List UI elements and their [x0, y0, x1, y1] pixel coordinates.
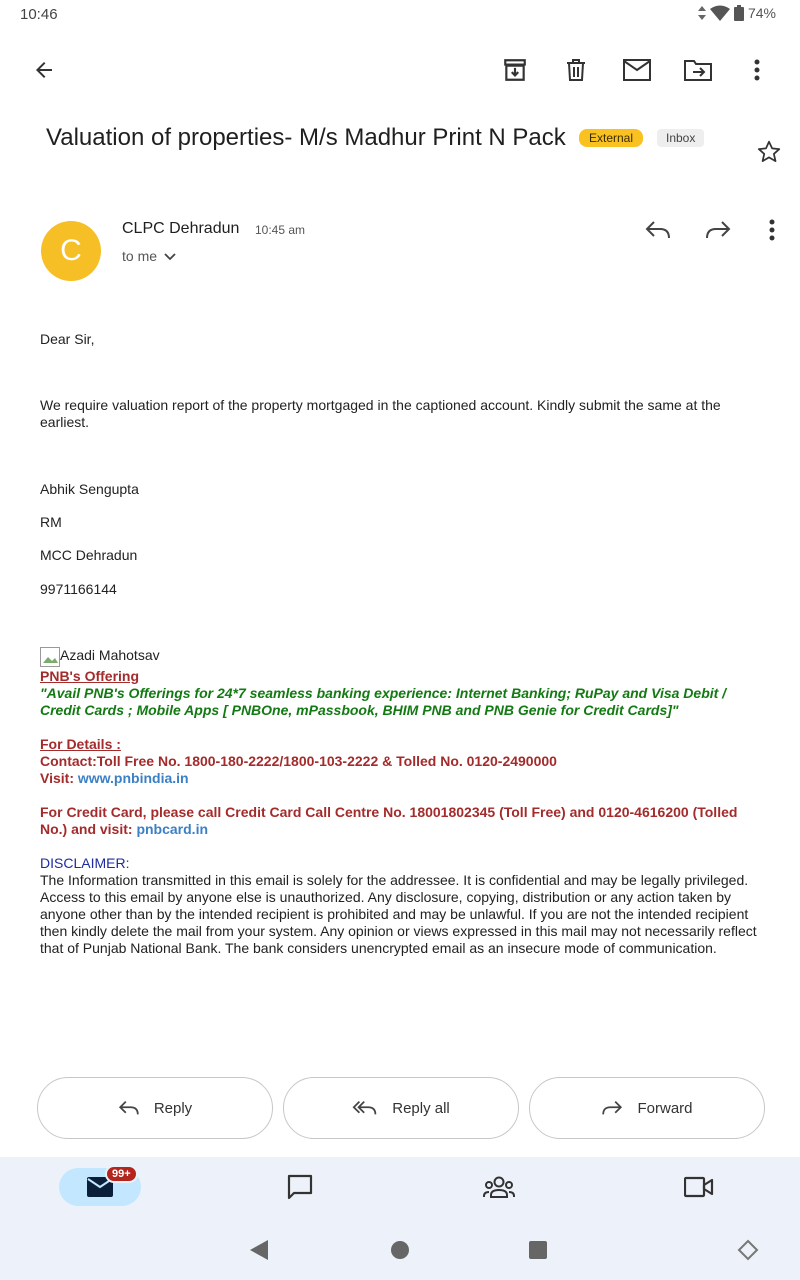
forward-icon [601, 1100, 623, 1116]
reply-all-icon [352, 1100, 378, 1116]
mail-unread-badge: 99+ [105, 1165, 138, 1183]
disclaimer-text: The Information transmitted in this email is solely for the addressee. It is confidential and may be legally privileged. Access to this email by anyone else is unauthorized. Any disclosure, copying, distribution or any action taken by anyone other than by the intended recipient is prohibited and may be unlawful. If you are not the intended recipient then kindly delete the mail from your system. Any opinion or views expressed in this mail may not necessarily reflect that of Punjab National Bank. The bank considers unencrypted email as an insecure mode of communication. [40, 872, 757, 956]
forward-button[interactable] [529, 1077, 765, 1139]
chat-icon [286, 1173, 314, 1201]
reply-all-button[interactable] [283, 1077, 519, 1139]
inbox-label[interactable]: Inbox [657, 129, 704, 147]
system-back-icon[interactable] [244, 1235, 274, 1265]
meet-icon [684, 1176, 714, 1198]
battery-percent: 74% [747, 5, 776, 21]
sent-time: 10:45 am [255, 223, 306, 237]
reply-icon[interactable] [640, 212, 676, 248]
credit-card-text: For Credit Card, please call Credit Card Call Centre No. 18001802345 (Toll Free) and 0120-4616200 (Tolled No.) and visit: pnbcard.in [40, 804, 738, 837]
details-title: For Details : [40, 736, 121, 752]
spaces-icon [483, 1175, 515, 1199]
recipient-toggle[interactable] [122, 248, 177, 264]
contact-text: Contact:Toll Free No. 1800-180-2222/1800-103-2222 & Tolled No. 0120-2490000 [40, 753, 557, 769]
data-arrows-icon [698, 6, 706, 20]
back-arrow-icon[interactable] [26, 52, 62, 88]
battery-icon [734, 5, 744, 21]
forward-icon[interactable] [700, 212, 736, 248]
email-subject: Valuation of properties- M/s Madhur Print N Pack [46, 124, 566, 151]
pnbindia-link[interactable]: www.pnbindia.in [77, 770, 189, 786]
pnbcard-link[interactable]: pnbcard.in [136, 821, 209, 837]
system-recents-icon[interactable] [523, 1235, 553, 1265]
reply-label: Reply [153, 1099, 193, 1117]
forward-label: Forward [637, 1099, 693, 1117]
reply-all-label: Reply all [392, 1099, 450, 1117]
status-time: 10:46 [20, 6, 58, 23]
visit-line: Visit: www.pnbindia.in [40, 770, 189, 786]
azadi-image [40, 647, 160, 667]
pnb-offering-title: PNB's Offering [40, 668, 140, 684]
message-text: We require valuation report of the property mortgaged in the captioned account. Kindly submit the same at the earliest. [40, 397, 721, 430]
image-alt-text: Azadi Mahotsav [60, 647, 160, 663]
broken-image-icon [40, 647, 60, 667]
sender-avatar[interactable]: C [41, 221, 101, 281]
nav-chat[interactable] [270, 1168, 330, 1206]
archive-icon[interactable] [497, 52, 533, 88]
move-to-icon[interactable] [680, 52, 716, 88]
rotate-icon[interactable] [733, 1235, 763, 1265]
recipient-label: to me [122, 248, 158, 264]
signature-phone: 9971166144 [40, 581, 117, 597]
star-icon[interactable] [751, 134, 787, 170]
message-more-icon[interactable] [754, 212, 790, 248]
reply-icon [118, 1100, 140, 1116]
disclaimer-title: DISCLAIMER: [40, 855, 130, 871]
external-label: External [579, 129, 643, 147]
sender-name: CLPC Dehradun [122, 220, 240, 237]
signature-role: RM [40, 514, 62, 530]
system-home-icon[interactable] [385, 1235, 415, 1265]
wifi-icon [710, 5, 730, 21]
mark-unread-icon[interactable] [619, 52, 655, 88]
delete-icon[interactable] [558, 52, 594, 88]
chevron-down-icon [163, 249, 177, 263]
pnb-offering-text: "Avail PNB's Offerings for 24*7 seamless banking experience: Internet Banking; RuPay and Visa Debit / Credit Cards ; Mobile Apps [ PNBOne, mPassbook, BHIM PNB and PNB Genie for Credit Cards]" [40, 685, 727, 718]
signature-office: MCC Dehradun [40, 547, 138, 563]
more-vert-icon[interactable] [739, 52, 775, 88]
status-icons [698, 5, 776, 21]
signature-name: Abhik Sengupta [40, 481, 139, 497]
reply-button[interactable] [37, 1077, 273, 1139]
nav-meet[interactable] [669, 1168, 729, 1206]
nav-spaces[interactable] [469, 1168, 529, 1206]
greeting: Dear Sir, [40, 331, 95, 347]
